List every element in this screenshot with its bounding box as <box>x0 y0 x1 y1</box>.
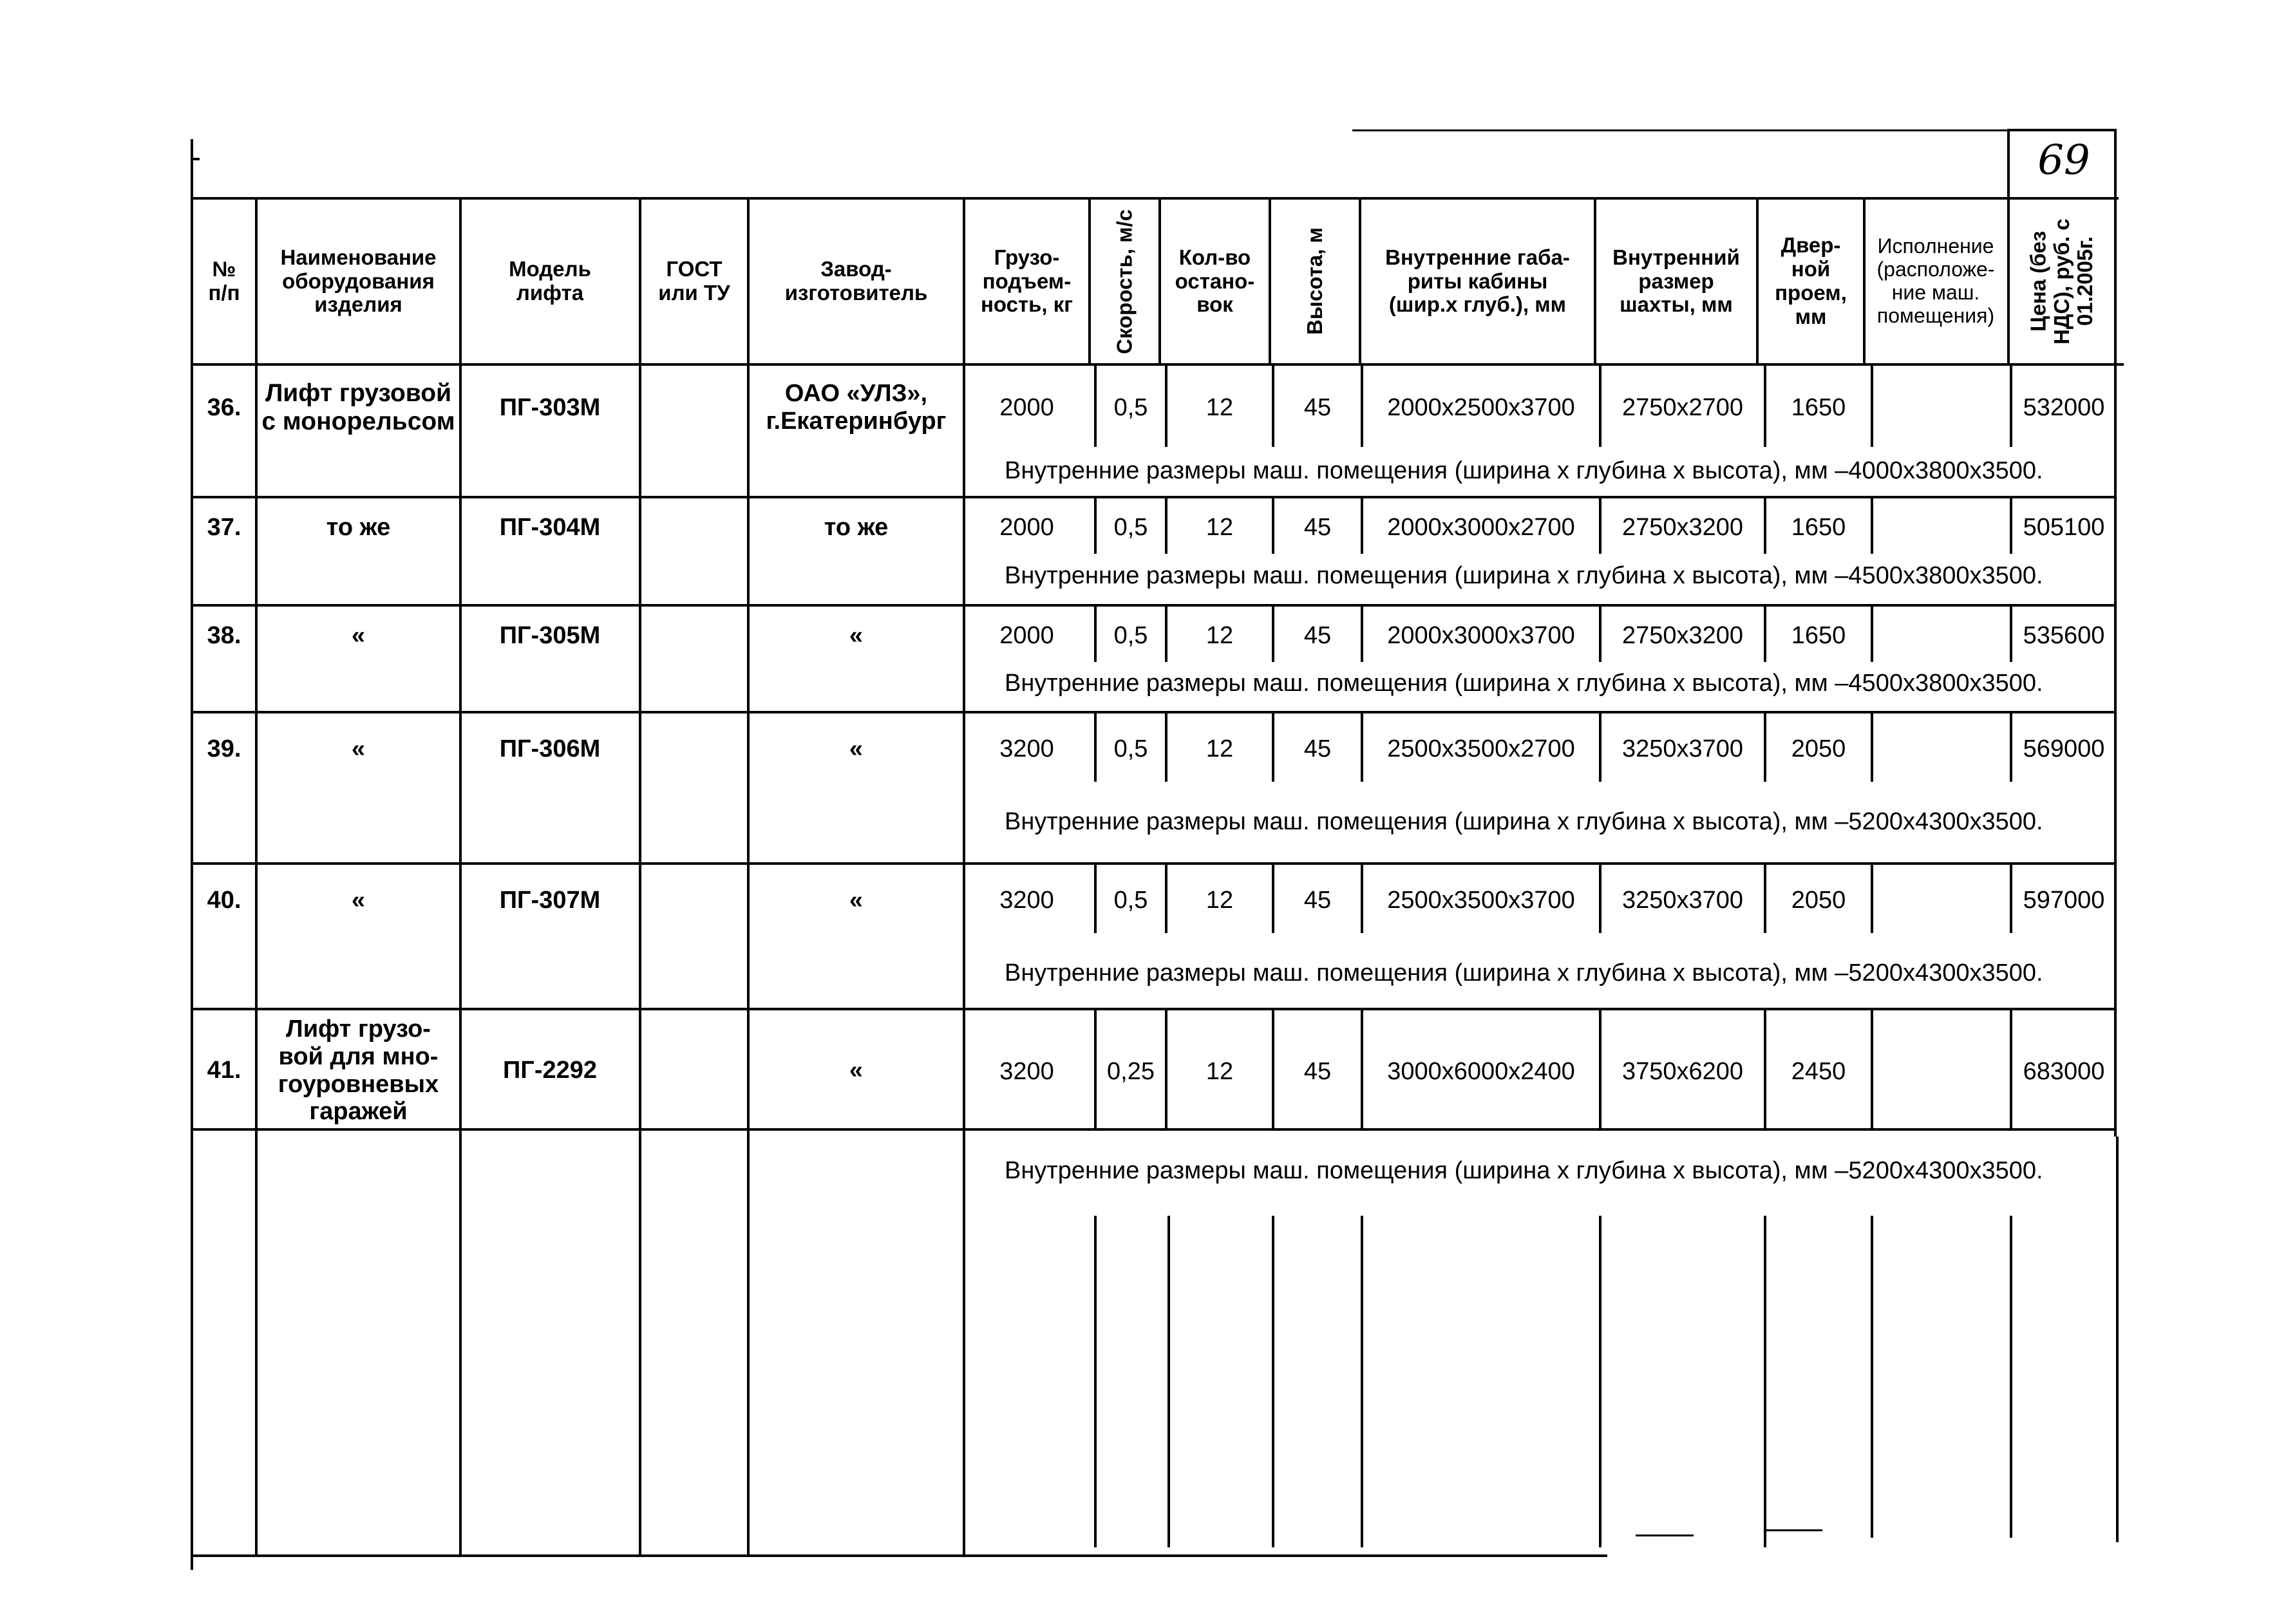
machine-room-note: Внутренние размеры маш. помещения (ширина х глубина х высота), мм –5200x4300x3500. <box>1005 1157 2043 1184</box>
cell-door: 2050 <box>1791 735 1846 762</box>
cell-name: « <box>351 886 366 914</box>
cell-gost <box>641 366 747 449</box>
cell-model: ПГ-304М <box>499 513 601 541</box>
cell-price: 532000 <box>2023 393 2105 421</box>
value-divider <box>1599 711 1601 782</box>
cell-model: ПГ-2292 <box>502 1057 598 1084</box>
value-divider <box>1361 496 1363 554</box>
header-cabin: Внутренние габа- риты кабины (шир.х глуб.), мм <box>1385 245 1570 317</box>
value-divider <box>1871 862 1873 933</box>
cell-door: 1650 <box>1791 513 1846 541</box>
value-divider <box>1165 711 1167 782</box>
value-divider <box>1094 862 1097 933</box>
cell-cabin: 3000x6000x2400 <box>1387 1057 1575 1085</box>
cell-maker: « <box>849 621 864 649</box>
value-divider <box>1165 1008 1167 1130</box>
cell-maker: « <box>849 735 864 762</box>
machine-room-note: Внутренние размеры маш. помещения (ширина х глубина х высота), мм –4000x3800x3500. <box>1005 457 2043 484</box>
cell-height: 45 <box>1303 513 1332 541</box>
cell-price: 535600 <box>2023 621 2105 649</box>
blank-bottom-fragment-2 <box>1636 1534 1694 1536</box>
cell-num: 37. <box>207 513 241 541</box>
cell-num: 36. <box>207 393 241 421</box>
cell-cabin: 2500x3500x2700 <box>1387 735 1575 762</box>
cell-name: Лифт грузо- вой для мно- гоуровневых гаражей <box>278 1015 439 1126</box>
cell-cabin: 2000x3000x3700 <box>1387 621 1575 649</box>
cell-gost <box>641 865 747 936</box>
value-divider <box>2010 862 2012 933</box>
value-divider <box>2010 1008 2012 1130</box>
machine-room-note: Внутренние размеры маш. помещения (ширина х глубина х высота), мм –4500x3800x3500. <box>1005 670 2043 697</box>
value-divider <box>1165 363 1167 447</box>
header-speed: Скорость, м/с <box>1112 209 1137 354</box>
header-maker: Завод- изготовитель <box>784 257 928 305</box>
header-door: Двер- ной проем, мм <box>1775 233 1847 328</box>
value-divider <box>1361 711 1363 782</box>
cell-cabin: 2000x2500x3700 <box>1387 393 1575 421</box>
value-divider <box>1272 363 1274 447</box>
cell-price: 683000 <box>2023 1057 2105 1085</box>
cell-stops: 12 <box>1205 513 1234 541</box>
value-divider <box>1361 604 1363 662</box>
value-divider <box>1599 1008 1601 1130</box>
cell-speed: 0,5 <box>1113 513 1148 541</box>
value-divider <box>1871 496 1873 554</box>
cell-num: 39. <box>207 735 241 762</box>
value-divider <box>1764 363 1766 447</box>
blank-divider-door <box>1764 1216 1766 1547</box>
cell-speed: 0,5 <box>1113 621 1148 649</box>
machine-room-note: Внутренние размеры маш. помещения (ширина х глубина х высота), мм –5200x4300x3500. <box>1005 959 2043 987</box>
value-divider <box>1094 711 1097 782</box>
blank-bottom-fragment-1 <box>1764 1529 1822 1531</box>
value-divider <box>1871 1008 1873 1130</box>
machine-room-note: Внутренние размеры маш. помещения (ширина х глубина х высота), мм –4500x3800x3500. <box>1005 562 2043 589</box>
cell-num: 38. <box>207 621 241 649</box>
cell-name: то же <box>326 513 391 541</box>
cell-maker: « <box>849 1057 864 1084</box>
cell-speed: 0,5 <box>1113 735 1148 762</box>
value-divider <box>1871 711 1873 782</box>
header-stops: Кол-во остано- вок <box>1175 245 1255 317</box>
cell-door: 2050 <box>1791 886 1846 914</box>
value-divider <box>1094 363 1097 447</box>
frame-right-bottom <box>2116 1137 2119 1542</box>
cell-height: 45 <box>1303 1057 1332 1085</box>
cell-capacity: 2000 <box>999 393 1054 421</box>
cell-gost <box>641 607 747 665</box>
cell-model: ПГ-303М <box>499 393 601 421</box>
cell-door: 1650 <box>1791 621 1846 649</box>
top-rule <box>1352 129 2112 131</box>
cell-shaft: 3250x3700 <box>1621 886 1744 914</box>
value-divider <box>2010 363 2012 447</box>
value-divider <box>1272 496 1274 554</box>
cell-shaft: 3750x6200 <box>1621 1057 1744 1085</box>
value-divider <box>1094 604 1097 662</box>
value-divider <box>1871 363 1873 447</box>
value-divider <box>1361 862 1363 933</box>
cell-cabin: 2500x3500x3700 <box>1387 886 1575 914</box>
page-number-box-left <box>2007 129 2010 200</box>
cell-speed: 0,5 <box>1113 886 1148 914</box>
cell-capacity: 2000 <box>999 621 1054 649</box>
cell-execution <box>1873 713 2010 784</box>
cell-price: 569000 <box>2023 735 2105 762</box>
header-capacity: Грузо- подъем- ность, кг <box>980 245 1073 317</box>
value-divider <box>2010 604 2012 662</box>
cell-stops: 12 <box>1205 886 1234 914</box>
value-divider <box>1272 711 1274 782</box>
cell-shaft: 3250x3700 <box>1621 735 1744 762</box>
value-divider <box>1871 604 1873 662</box>
blank-divider-speed <box>1094 1216 1097 1547</box>
cell-capacity: 3200 <box>999 886 1054 914</box>
value-divider <box>2010 496 2012 554</box>
cell-stops: 12 <box>1205 735 1234 762</box>
cell-execution <box>1873 607 2010 665</box>
cell-shaft: 2750x3200 <box>1621 621 1744 649</box>
value-divider <box>1165 862 1167 933</box>
value-divider <box>1764 604 1766 662</box>
cell-door: 2450 <box>1791 1057 1846 1085</box>
cell-capacity: 2000 <box>999 513 1054 541</box>
cell-height: 45 <box>1303 393 1332 421</box>
cell-cabin: 2000x3000x2700 <box>1387 513 1575 541</box>
cell-name: Лифт грузовой с монорельсом <box>261 379 455 435</box>
header-num: № п/п <box>208 257 240 305</box>
value-divider <box>1094 1008 1097 1130</box>
value-divider <box>1764 1008 1766 1130</box>
header-shaft: Внутренний размер шахты, мм <box>1612 245 1740 317</box>
cell-height: 45 <box>1303 621 1332 649</box>
value-divider <box>1599 363 1601 447</box>
value-divider <box>2010 711 2012 782</box>
blank-divider-price <box>2010 1216 2012 1538</box>
cell-capacity: 3200 <box>999 1057 1054 1085</box>
value-divider <box>1599 604 1601 662</box>
machine-room-note: Внутренние размеры маш. помещения (ширина х глубина х высота), мм –5200x4300x3500. <box>1005 808 2043 835</box>
cell-speed: 0,25 <box>1107 1057 1155 1085</box>
cell-model: ПГ-305М <box>499 621 601 649</box>
value-divider <box>1599 862 1601 933</box>
value-divider <box>1764 711 1766 782</box>
cell-num: 41. <box>207 1057 241 1084</box>
bottom-rule <box>191 1554 1607 1557</box>
cell-capacity: 3200 <box>999 735 1054 762</box>
cell-gost <box>641 498 747 556</box>
cell-gost <box>641 1010 747 1131</box>
header-name: Наименование оборудования изделия <box>280 245 437 317</box>
cell-model: ПГ-306М <box>499 735 601 762</box>
top-rule-left <box>193 158 200 160</box>
page-number: 69 <box>2037 137 2090 184</box>
cell-maker: ОАО «УЛЗ», г.Екатеринбург <box>766 380 947 435</box>
header-height: Высота, м <box>1302 227 1327 335</box>
cell-price: 505100 <box>2023 513 2105 541</box>
cell-maker: « <box>849 886 864 914</box>
cell-maker: то же <box>824 513 889 541</box>
blank-divider-execution <box>1871 1216 1873 1538</box>
cell-height: 45 <box>1303 886 1332 914</box>
blank-divider-shaft <box>1599 1216 1601 1547</box>
cell-door: 1650 <box>1791 393 1846 421</box>
cell-shaft: 2750x3200 <box>1621 513 1744 541</box>
value-divider <box>1094 496 1097 554</box>
cell-stops: 12 <box>1205 621 1234 649</box>
value-divider <box>1272 604 1274 662</box>
blank-divider-height <box>1272 1216 1274 1547</box>
cell-execution <box>1873 865 2010 936</box>
cell-speed: 0,5 <box>1113 393 1148 421</box>
cell-gost <box>641 713 747 784</box>
cell-model: ПГ-307М <box>499 886 601 914</box>
cell-height: 45 <box>1303 735 1332 762</box>
header-model: Модель лифта <box>509 257 591 305</box>
cell-shaft: 2750x2700 <box>1621 393 1744 421</box>
value-divider <box>1272 862 1274 933</box>
page-number-box-top <box>2007 129 2117 131</box>
cell-stops: 12 <box>1205 1057 1234 1085</box>
cell-execution <box>1873 366 2010 449</box>
value-divider <box>1599 496 1601 554</box>
value-divider <box>1764 862 1766 933</box>
value-divider <box>1165 496 1167 554</box>
blank-divider-cabin <box>1361 1216 1363 1547</box>
header-execution: Исполнение (расположе- ние маш. помещения) <box>1876 234 1995 327</box>
blank-divider-stops <box>1167 1216 1170 1547</box>
cell-name: « <box>351 621 366 649</box>
value-divider <box>1272 1008 1274 1130</box>
cell-name: « <box>351 735 366 762</box>
cell-execution <box>1873 1010 2010 1133</box>
cell-execution <box>1873 498 2010 556</box>
header-gost: ГОСТ или ТУ <box>658 257 730 305</box>
value-divider <box>1361 1008 1363 1130</box>
cell-stops: 12 <box>1205 393 1234 421</box>
value-divider <box>1165 604 1167 662</box>
cell-num: 40. <box>207 886 241 914</box>
value-divider <box>1764 496 1766 554</box>
cell-price: 597000 <box>2023 886 2105 914</box>
value-divider <box>1361 363 1363 447</box>
header-price: Цена (без НДС), руб. с 01.2005г. <box>2026 218 2097 345</box>
